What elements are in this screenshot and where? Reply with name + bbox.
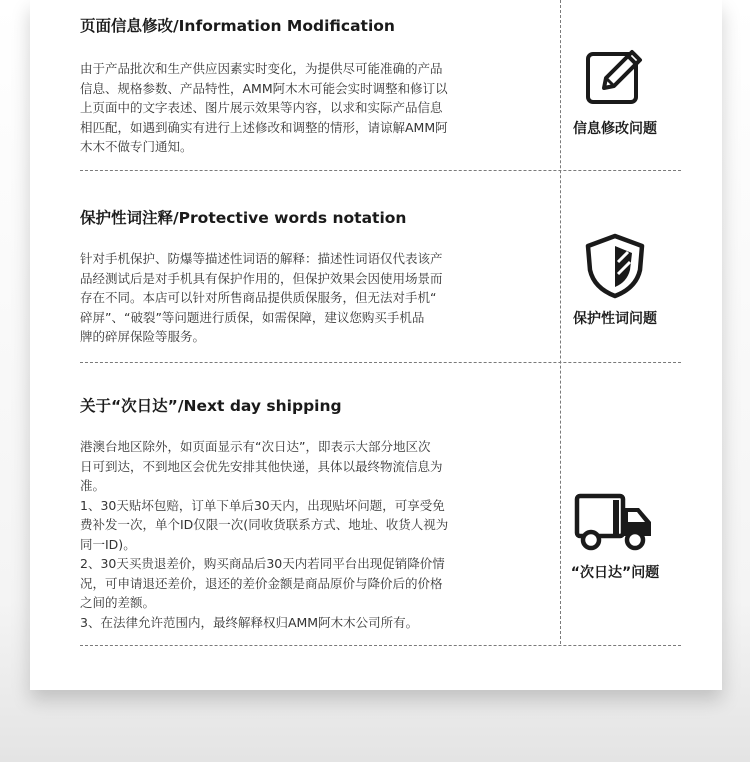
protective-words-icon-group: [550, 232, 680, 328]
next-day-shipping-label: “次日达”问题: [570, 565, 660, 581]
section-divider-3: [80, 645, 681, 646]
section-divider-1: [80, 170, 681, 171]
next-day-shipping-icon-group: [550, 492, 680, 582]
info-modification-label: 信息修改问题: [573, 121, 657, 137]
section-title-info-modification: 页面信息修改/Information Modification: [80, 17, 395, 35]
section-body-info-modification: 由于产品批次和生产供应因素实时变化，为提供尽可能准确的产品 信息、规格参数、产品特性，AMM阿木木可能会实时调整和修订以 上页面中的文字表述、图片展示效果等内容，以求和实际产品信息 相匹配，如遇到确实有进行上述修改和调整的情形，请谅解AMM阿 木木不做专门通知。: [80, 61, 448, 154]
section-divider-2: [80, 362, 681, 363]
edit-icon: [582, 44, 648, 110]
section-body-next-day-shipping: 港澳台地区除外，如页面显示有“次日达”，即表示大部分地区次 日可到达，不到地区会优先安排其他快递，具体以最终物流信息为 准。 1、30天贴坏包赔，订单下单后30天内，出现贴坏问题，可享受免 费补发一次，单个ID仅限一次(同收货联系方式、地址、收货人视为 同一ID)。 2、30天买贵退差价，购买商品后30天内若同平台出现促销降价情 况，可申请退还差价，退还的差价金额是商品原价与降价后的价格 之间的差额。 3、在法律允许范围内，最终解释权归AMM阿木木公司所有。: [80, 439, 449, 630]
section-title-protective-words: 保护性词注释/Protective words notation: [80, 209, 407, 227]
protective-words-label: 保护性词问题: [573, 311, 657, 327]
delivery-truck-icon: [573, 492, 657, 554]
section-title-next-day-shipping: 关于“次日达”/Next day shipping: [80, 397, 342, 415]
shield-icon: [582, 232, 648, 300]
info-modification-icon-group: [550, 44, 680, 138]
section-body-protective-words: 针对手机保护、防爆等描述性词语的解释：描述性词语仅代表该产 品经测试后是对手机具有保护作用的，但保护效果会因使用场景而 存在不同。本店可以针对所售商品提供质保服务，但无法对手机“ 碎屏”、“破裂”等问题进行质保，如需保障，建议您购买手机品 牌的碎屏保险等服务。: [80, 251, 443, 344]
